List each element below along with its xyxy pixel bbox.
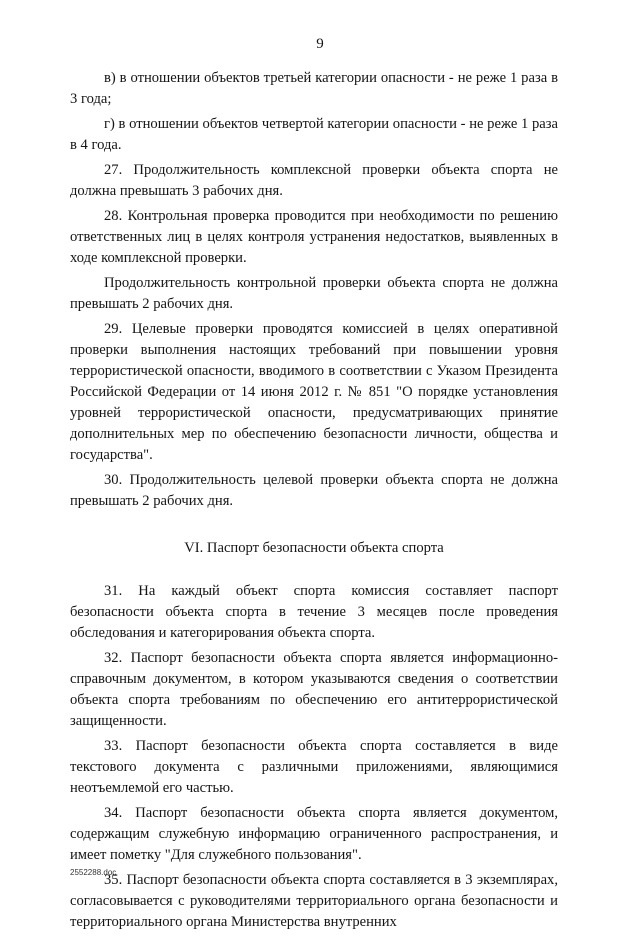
paragraph-34: 34. Паспорт безопасности объекта спорта является документом, содержащим служебную информацию ограниченного распространения, и имеет пометку "Для служебного пользования". bbox=[70, 805, 558, 863]
paragraph-31: 31. На каждый объект спорта комиссия составляет паспорт безопасности объекта спорта в течение 3 месяцев после проведения обследования и категорирования объекта спорта. bbox=[70, 583, 558, 641]
footer-filename: 2552288.doc bbox=[70, 868, 117, 877]
paragraph-32: 32. Паспорт безопасности объекта спорта является информационно-справочным документом, в котором указываются сведения о соответствии объекта спорта требованиям по обеспечению его антитеррористической защищенности. bbox=[70, 650, 558, 729]
section-heading: VI. Паспорт безопасности объекта спорта bbox=[184, 540, 444, 556]
paragraph-g: г) в отношении объектов четвертой категории опасности - не реже 1 раза в 4 года. bbox=[70, 116, 558, 153]
paragraph-v: в) в отношении объектов третьей категории опасности - не реже 1 раза в 3 года; bbox=[70, 70, 558, 107]
paragraph-35: 35. Паспорт безопасности объекта спорта составляется в 3 экземплярах, согласовывается с руководителями территориального органа безопасности и территориального органа Министерства внутренних bbox=[70, 872, 558, 930]
paragraph-33: 33. Паспорт безопасности объекта спорта составляется в виде текстового документа с различными приложениями, являющимися неотъемлемой его частью. bbox=[70, 738, 558, 796]
paragraph-29: 29. Целевые проверки проводятся комиссией в целях оперативной проверки выполнения настоящих требований при повышении уровня террористической опасности, вводимого в соответствии с Указом Президента Российской Федерации от 14 июня 2012 г. № 851 "О порядке установления уровней террористической опасности, предусматривающих принятие дополнительных мер по обеспечению безопасности личности, общества и государства". bbox=[70, 321, 558, 463]
paragraph-28-duration: Продолжительность контрольной проверки объекта спорта не должна превышать 2 рабочих дня. bbox=[70, 275, 558, 312]
paragraph-27: 27. Продолжительность комплексной проверки объекта спорта не должна превышать 3 рабочих дня. bbox=[70, 162, 558, 199]
page-number: 9 bbox=[316, 36, 324, 52]
paragraph-28: 28. Контрольная проверка проводится при необходимости по решению ответственных лиц в целях контроля устранения недостатков, выявленных в ходе комплексной проверки. bbox=[70, 208, 558, 266]
paragraph-30: 30. Продолжительность целевой проверки объекта спорта не должна превышать 2 рабочих дня. bbox=[70, 472, 558, 509]
document-body bbox=[70, 68, 558, 937]
